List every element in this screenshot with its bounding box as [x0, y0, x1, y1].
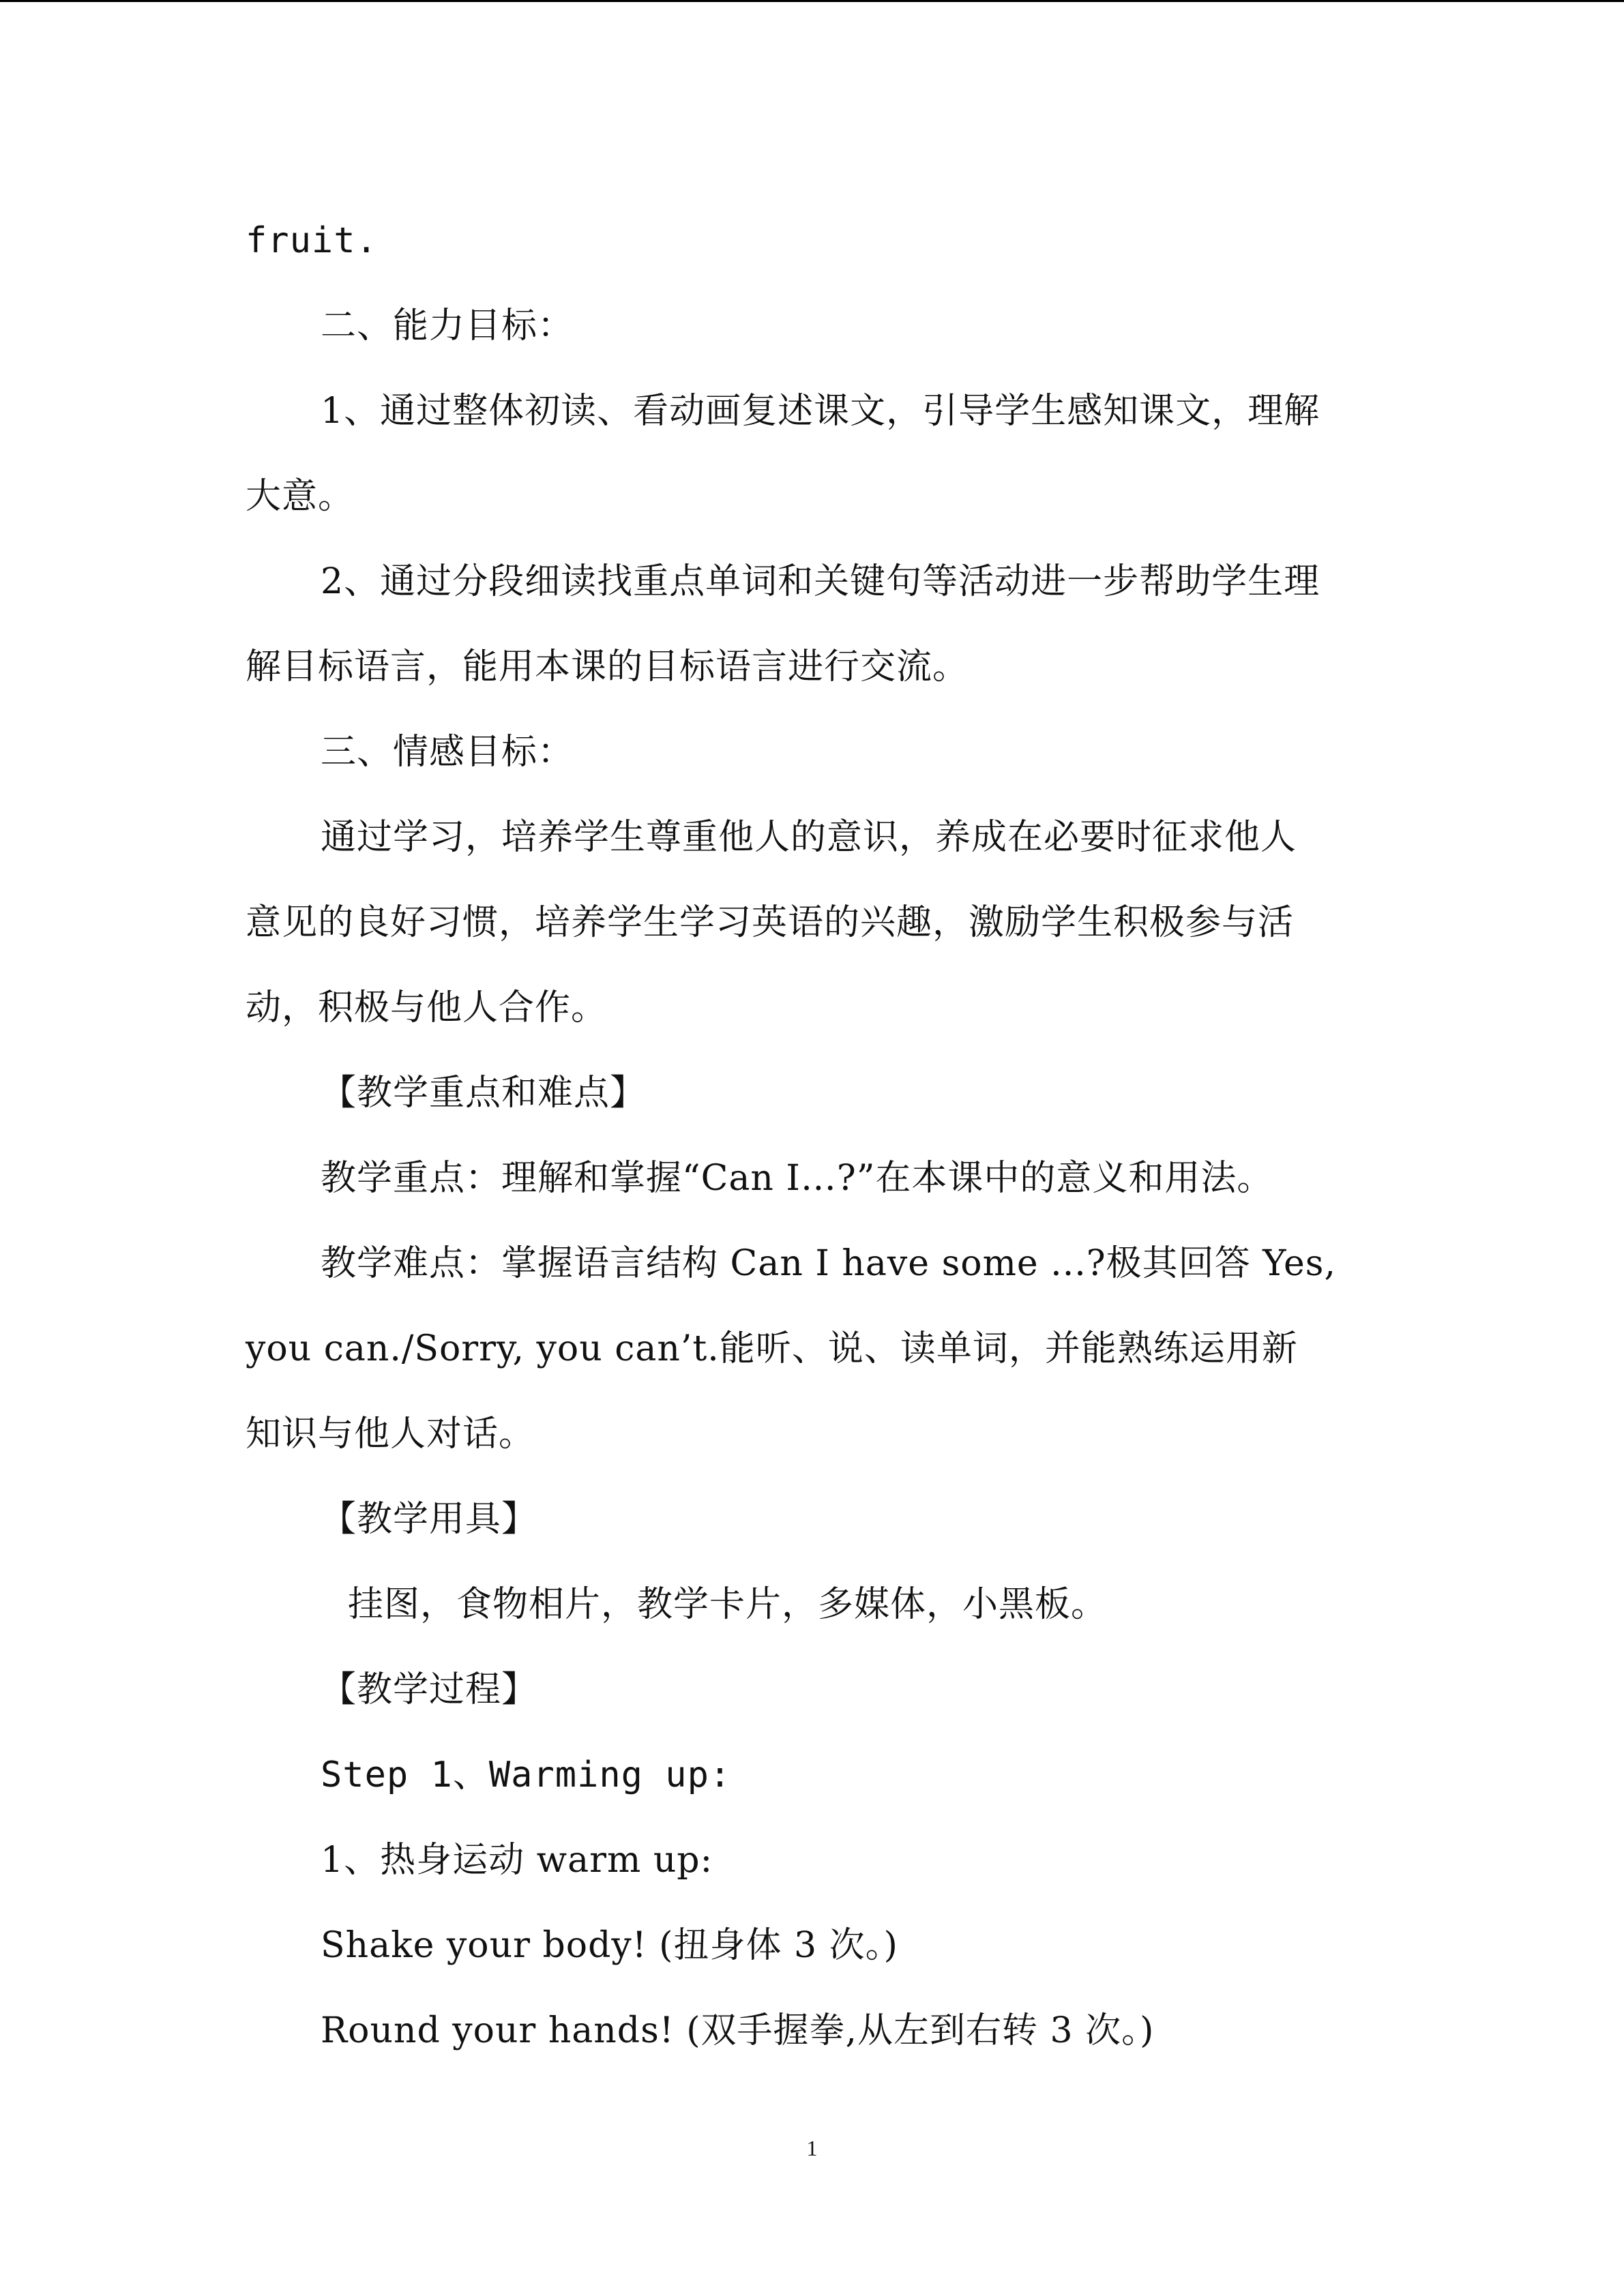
- heading-teaching-aids: 【教学用具】: [321, 1499, 538, 1540]
- heading-emotion-goals: 三、情感目标：: [321, 732, 574, 773]
- text-line-key-point: 教学重点：理解和掌握“Can I…?”在本课中的意义和用法。: [321, 1158, 1273, 1199]
- text-line-difficulty-3: 知识与他人对话。: [246, 1414, 535, 1455]
- text-line-ability-2: 2、通过分段细读找重点单词和关键句等活动进一步帮助学生理: [321, 561, 1320, 602]
- text-line-ability-2-cont: 解目标语言，能用本课的目标语言进行交流。: [246, 646, 969, 687]
- page-number: 1: [806, 2136, 818, 2160]
- text-line-difficulty-1: 教学难点：掌握语言结构 Can I have some ...?极其回答 Yes,: [321, 1243, 1336, 1284]
- text-line-fruit: fruit.: [246, 220, 378, 261]
- heading-key-points: 【教学重点和难点】: [321, 1073, 647, 1114]
- text-line-ability-1-cont: 大意。: [246, 476, 355, 517]
- text-line-ability-1: 1、通过整体初读、看动画复述课文，引导学生感知课文，理解: [321, 391, 1320, 432]
- text-line-teaching-aids: 挂图，食物相片，教学卡片，多媒体，小黑板。: [348, 1584, 1108, 1625]
- heading-ability-goals: 二、能力目标：: [321, 305, 574, 346]
- heading-teaching-process: 【教学过程】: [321, 1669, 538, 1710]
- text-line-step-1: Step 1、Warming up:: [321, 1755, 732, 1795]
- text-line-shake-body: Shake your body! (扭身体 3 次。): [321, 1925, 898, 1966]
- text-line-emotion-3: 动，积极与他人合作。: [246, 987, 608, 1028]
- text-line-difficulty-2: you can./Sorry, you can’t.能听、说、读单词，并能熟练运用新: [246, 1328, 1298, 1369]
- text-line-emotion-2: 意见的良好习惯，培养学生学习英语的兴趣，激励学生积极参与活: [246, 902, 1295, 943]
- text-line-emotion-1: 通过学习，培养学生尊重他人的意识，养成在必要时征求他人: [321, 817, 1297, 858]
- text-line-round-hands: Round your hands! (双手握拳,从左到右转 3 次。): [321, 2010, 1155, 2051]
- text-line-warm-up: 1、热身运动 warm up:: [321, 1840, 713, 1881]
